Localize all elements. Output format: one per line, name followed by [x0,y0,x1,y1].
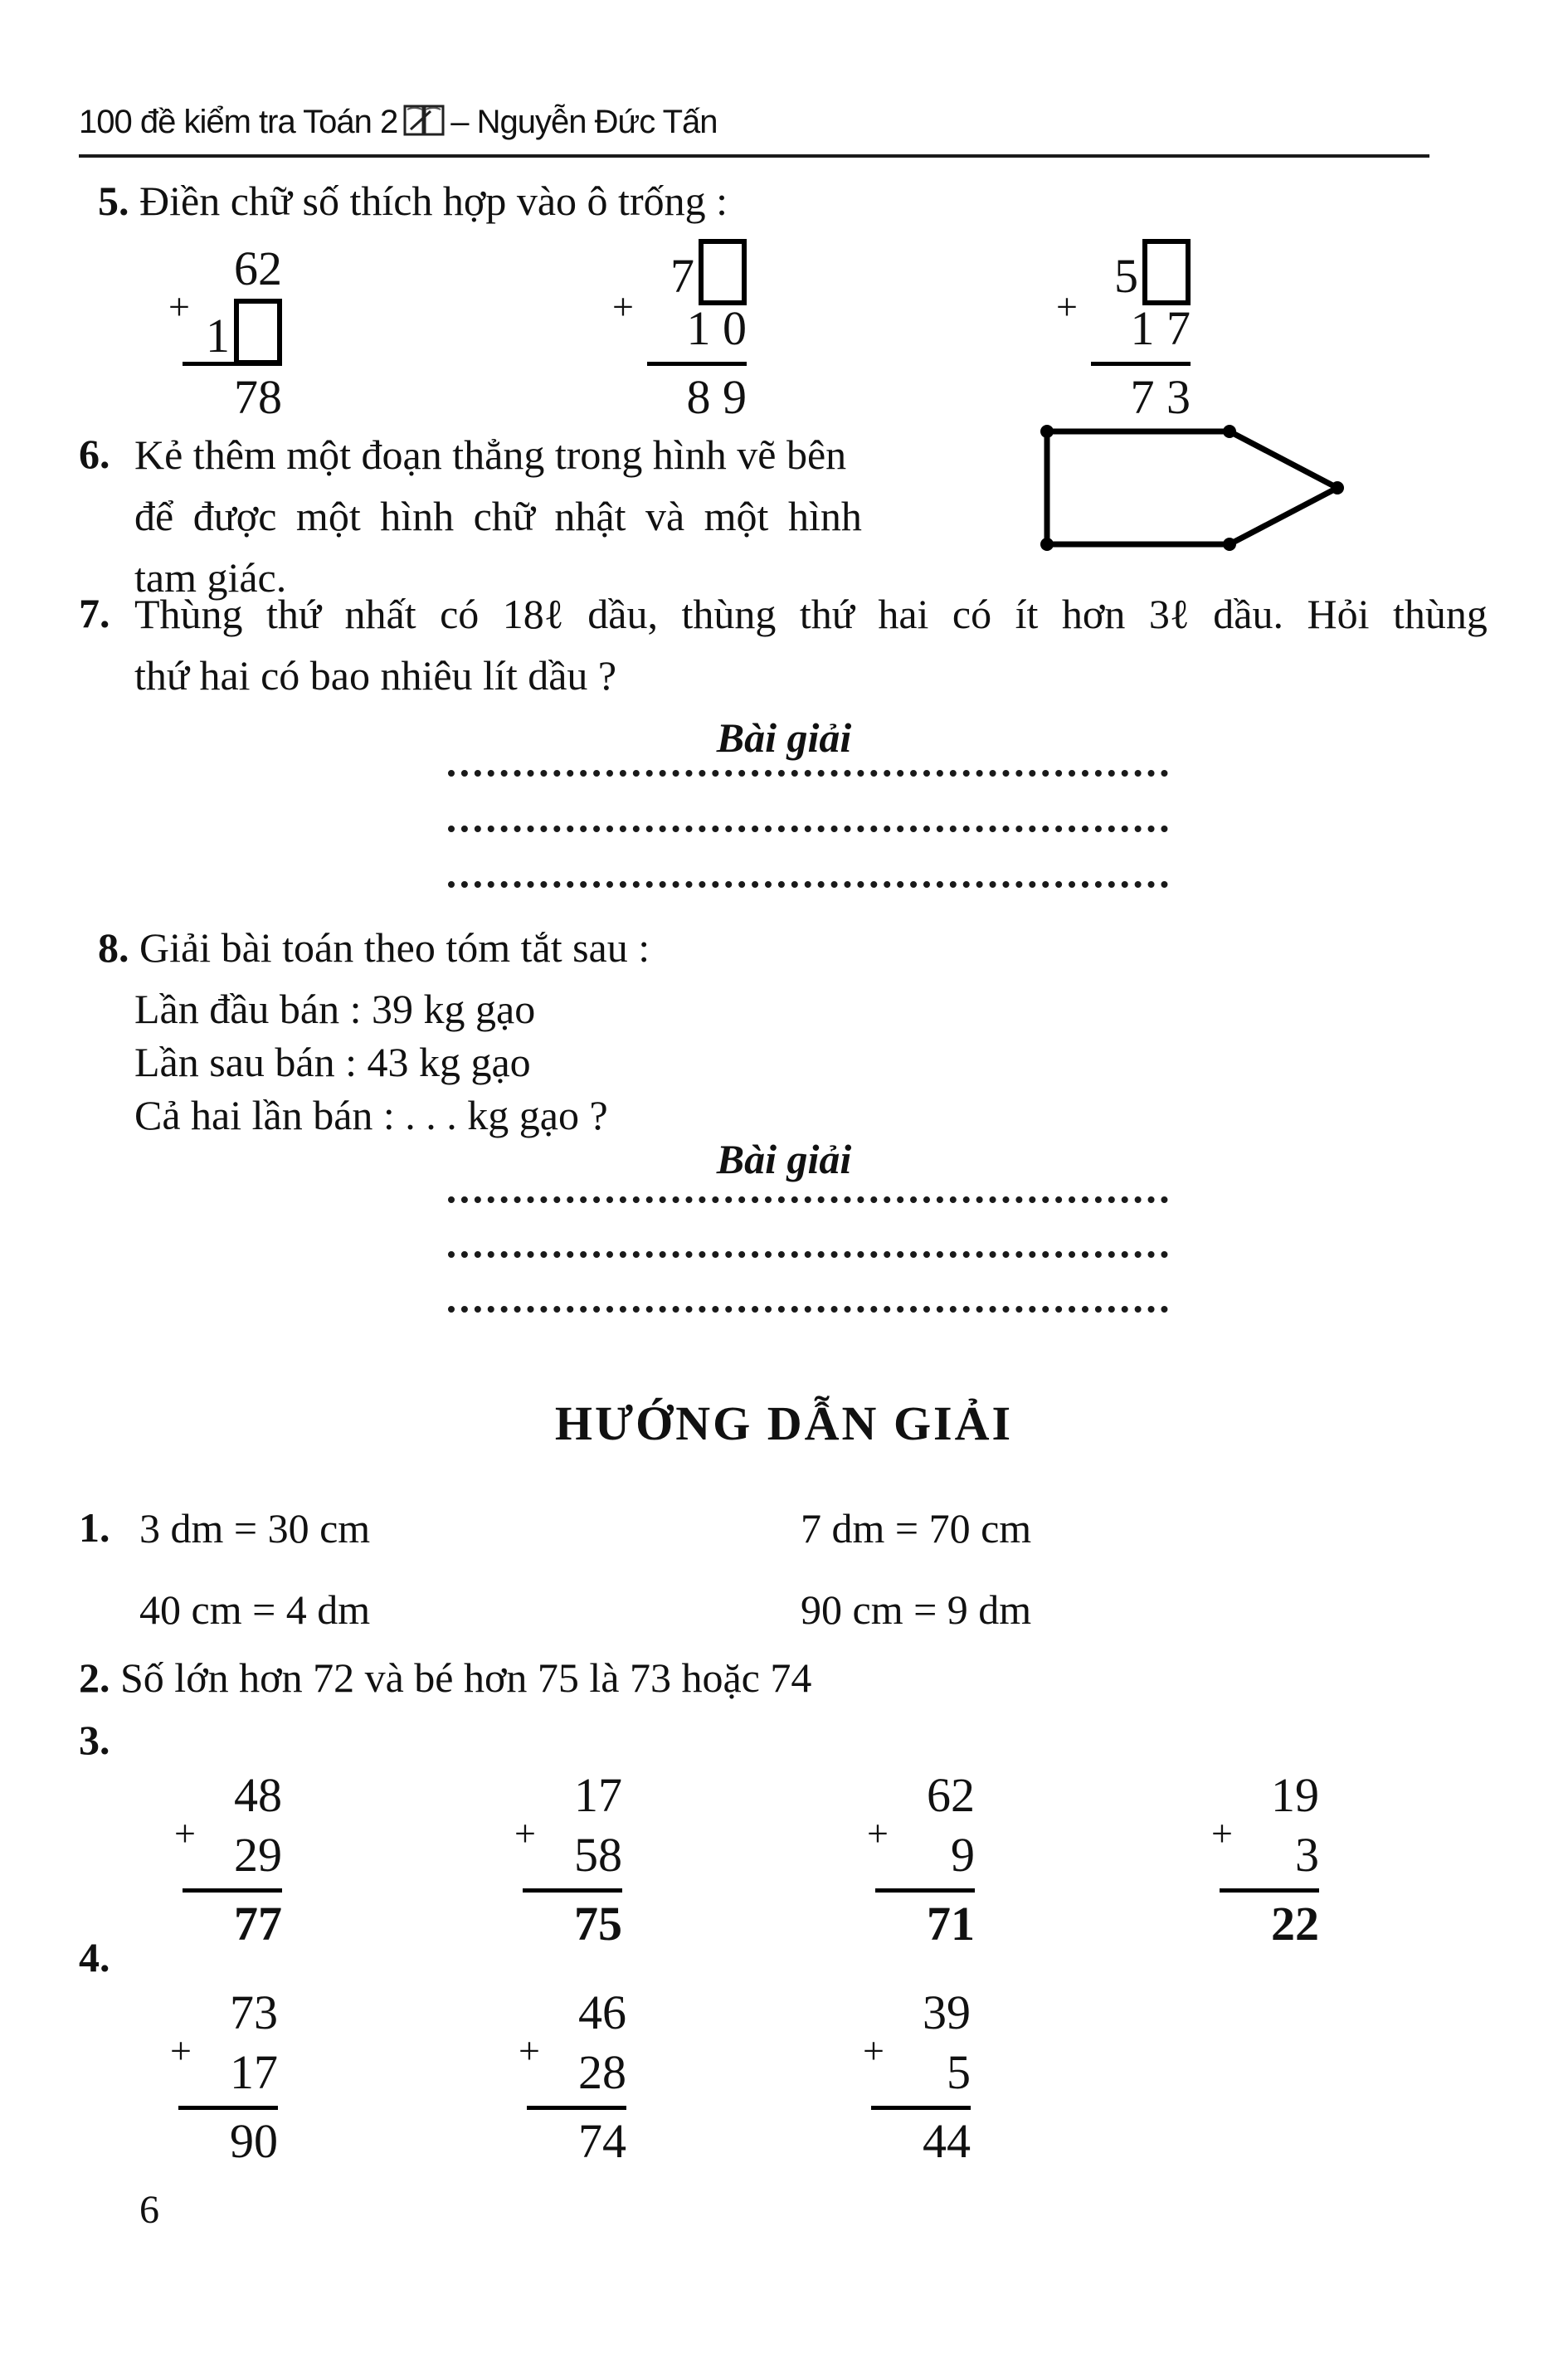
plus-sign: + [867,1812,889,1854]
plus-sign: + [170,2029,192,2072]
plus-sign: + [1056,285,1078,328]
addend-bottom: + 1 [129,299,282,358]
sum-result: 78 [234,370,282,424]
addition-solution-3-1 [149,1766,282,1954]
sum-result: 8 9 [686,370,747,424]
problem-7-line2: thứ hai có bao nhiêu lít dầu ? [134,652,617,699]
solution-number: 4. [79,1934,110,1980]
header-dash: – [450,104,469,140]
addition-solution-4-1 [145,1983,278,2171]
problem-7-line1: Thùng thứ nhất có 18ℓ dầu, thùng thứ hai có ít hơn 3ℓ dầu. Hỏi thùng [134,591,1488,637]
sum-result: 75 [574,1897,622,1951]
page-header [79,101,718,141]
addend-top: 48 [234,1768,282,1822]
sum-result: 7 3 [1130,370,1191,424]
plus-sign: + [863,2029,884,2072]
addition-problem-5-1 [129,239,282,427]
sum-result: 90 [230,2114,278,2168]
sum-line [647,362,747,366]
sum-line [178,2106,278,2110]
addend-top: 17 [574,1768,622,1822]
empty-digit-box [699,239,747,305]
addend-top: 19 [1271,1768,1319,1822]
problem-6-line2: để được một hình chữ nhật và một hình [134,493,862,539]
sum-line [183,1888,282,1893]
addend-bottom: + 1 0 [572,299,747,358]
solution-1-r2c2: 90 cm = 9 dm [801,1586,1032,1633]
solution-heading-bai-giai: Bài giải [716,1136,852,1182]
answer-dotted-line [448,770,1168,777]
addition-solution-3-3 [842,1766,975,1954]
pentagon-figure [1039,408,1347,554]
empty-digit-box [1142,239,1191,305]
plus-sign: + [519,2029,540,2072]
solution-1-r2c1: 40 cm = 4 dm [139,1586,371,1633]
problem-8-summary-2: Lần sau bán : 43 kg gạo [134,1039,531,1085]
problem-number: 7. [79,590,110,636]
solution-1-r1c1: 3 dm = 30 cm [139,1505,371,1552]
problem-number: 5. [98,178,129,224]
addend-top: 7 [572,239,747,299]
problem-8-prompt: 8. Giải bài toán theo tóm tắt sau : [98,924,650,971]
solution-1-r1c2: 7 dm = 70 cm [801,1505,1032,1552]
plus-sign: + [1211,1812,1233,1854]
sum-result: 44 [923,2114,971,2168]
addition-problem-5-2 [572,239,747,427]
answer-dotted-line [448,1251,1168,1258]
addend-bottom: + 3 [1186,1825,1319,1885]
addend-top: 62 [234,241,282,295]
plus-sign: + [612,285,634,328]
plus-sign: + [168,285,190,328]
sum-line [1220,1888,1319,1893]
solution-number: 3. [79,1717,110,1763]
sum-result: 77 [234,1897,282,1951]
sum-result: 22 [1271,1897,1319,1951]
solution-heading-bai-giai: Bài giải [716,714,852,761]
problem-8-summary-1: Lần đầu bán : 39 kg gạo [134,986,536,1032]
problem-number: 6. [79,431,110,477]
sum-result: 71 [927,1897,975,1951]
problem-6-line1: Kẻ thêm một đoạn thẳng trong hình vẽ bên [134,431,847,478]
addend-bottom: + 5 [838,2043,971,2102]
addend-top: 46 [578,1985,626,2039]
plus-sign: + [514,1812,536,1854]
addend-bottom: + 58 [489,1825,622,1885]
page-number: 6 [139,2188,159,2232]
solution-number: 2. [79,1654,110,1701]
addend-top: 62 [927,1768,975,1822]
answer-dotted-line [448,826,1168,832]
open-book-icon [402,101,446,139]
sum-line [875,1888,975,1893]
problem-5-prompt: 5. Điền chữ số thích hợp vào ô trống : [98,178,728,224]
addition-solution-3-4 [1186,1766,1319,1954]
answer-dotted-line [448,1306,1168,1313]
sum-line [523,1888,622,1893]
solution-number: 1. [79,1504,110,1551]
book-title: 100 đề kiểm tra Toán 2 [79,104,398,140]
addend-bottom: + 28 [494,2043,626,2102]
solutions-section-heading: HƯỚNG DẪN GIẢI [554,1396,1014,1450]
problem-6-line3: tam giác. [134,554,287,601]
addition-solution-3-2 [489,1766,622,1954]
addend-top: 5 [1016,239,1191,299]
answer-dotted-line [448,881,1168,888]
header-rule [79,154,1429,158]
addition-solution-4-3 [838,1983,971,2171]
plus-sign: + [174,1812,196,1854]
sum-line [527,2106,626,2110]
addend-top: 73 [230,1985,278,2039]
problem-8-summary-3: Cả hai lần bán : . . . kg gạo ? [134,1092,608,1138]
addend-bottom: + 1 7 [1016,299,1191,358]
addend-top: 39 [923,1985,971,2039]
book-author: Nguyễn Đức Tấn [476,104,718,140]
addend-bottom: + 17 [145,2043,278,2102]
empty-digit-box [234,299,282,365]
addend-bottom: + 9 [842,1825,975,1885]
sum-line [871,2106,971,2110]
addition-solution-4-2 [494,1983,626,2171]
sum-line [1091,362,1191,366]
addition-problem-5-3 [1016,239,1191,427]
addend-bottom: + 29 [149,1825,282,1885]
problem-number: 8. [98,924,129,971]
answer-dotted-line [448,1196,1168,1203]
solution-2: 2. Số lớn hơn 72 và bé hơn 75 là 73 hoặc 74 [79,1654,812,1701]
sum-result: 74 [578,2114,626,2168]
